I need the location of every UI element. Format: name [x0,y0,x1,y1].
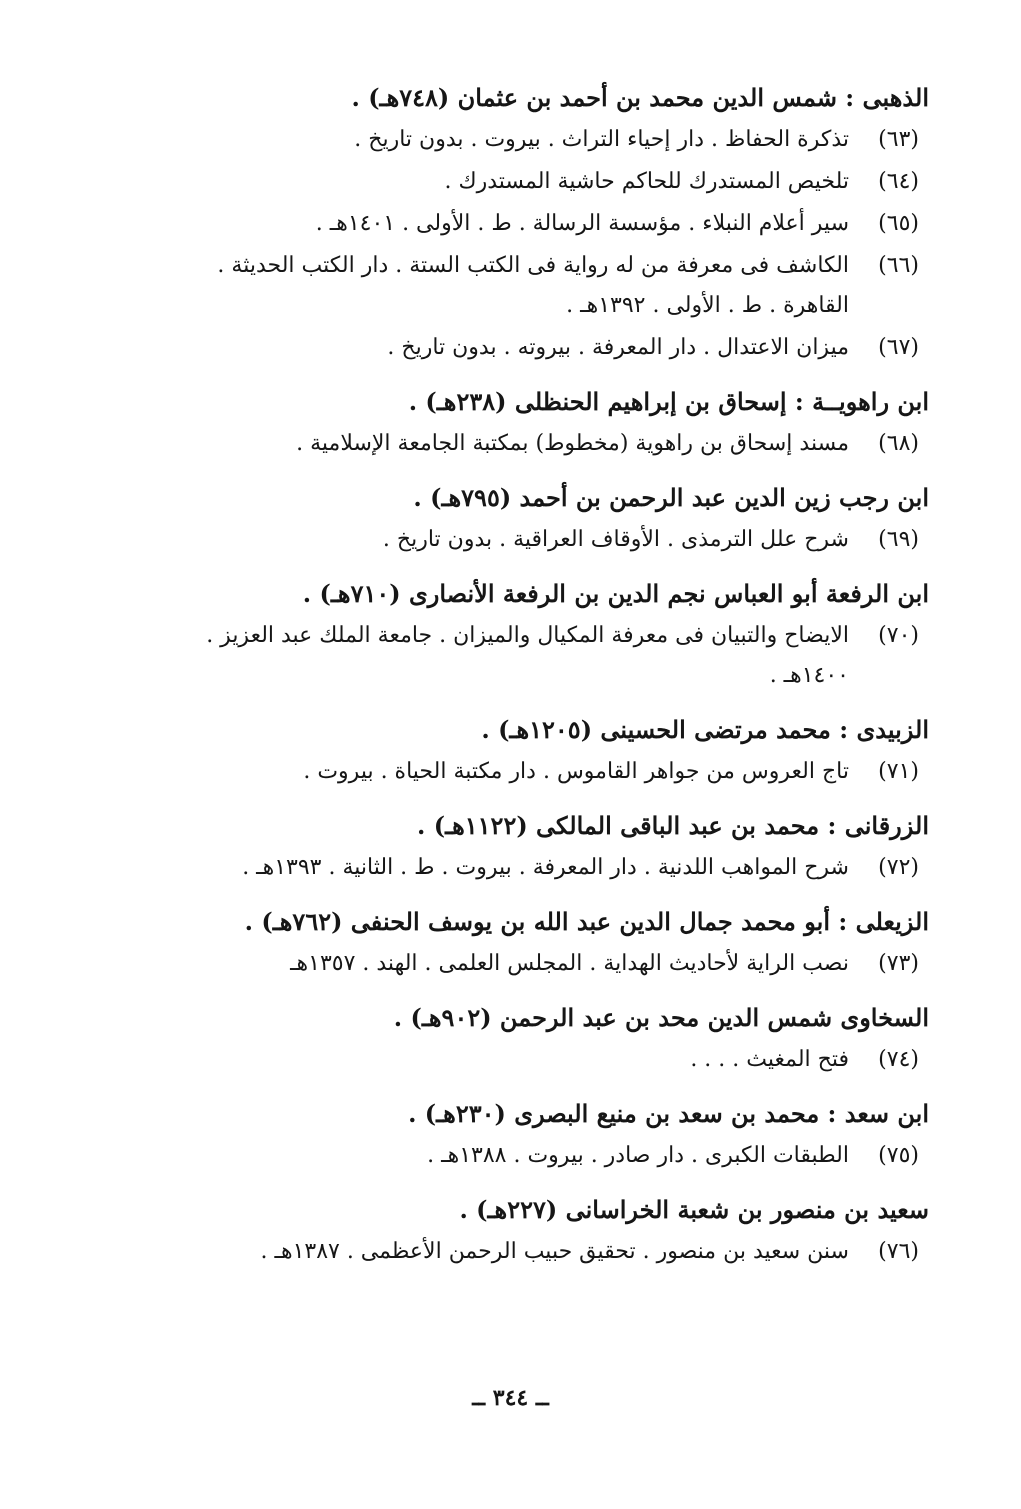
entry-number: (٦٥) [878,211,919,236]
entry-number: (٧٠) [878,623,919,648]
entry-text [79,120,849,160]
entry-text [79,1040,849,1080]
author-heading: ابن رجب زين الدين عبد الرحمن بن أحمد (٧٩٥هـ) . [413,483,929,512]
page-number: ــ ٣٤٤ ــ [472,1385,549,1411]
entry-text [79,1232,849,1272]
bibliography-entry [79,520,929,560]
entry-line: فتح المغيث . . . . [690,1047,849,1072]
entry-line: مسند إسحاق بن راهوية (مخطوط) بمكتبة الجامعة الإسلامية . [296,431,849,456]
entry-line: نصب الراية لأحاديث الهداية . المجلس العلمى . الهند . ١٣٥٧هـ [290,951,849,976]
entry-number: (٦٣) [878,127,919,152]
bibliography-entry [79,162,929,202]
entry-text [79,520,849,560]
entry-text [79,204,849,244]
entry-text [79,246,849,326]
entry-line: القاهرة . ط . الأولى . ١٣٩٢هـ . [566,293,849,318]
entry-number: (٦٩) [878,527,919,552]
entry-line: شرح علل الترمذى . الأوقاف العراقية . بدون تاريخ . [382,527,849,552]
bibliography-entry [79,1136,929,1176]
bibliography-page [79,78,929,1272]
bibliography-entry [79,944,929,984]
bibliography-entry [79,328,929,368]
author-heading: ابن الرفعة أبو العباس نجم الدين بن الرفعة الأنصارى (٧١٠هـ) . [302,579,929,608]
entry-line: شرح المواهب اللدنية . دار المعرفة . بيروت . ط . الثانية . ١٣٩٣هـ . [242,855,849,880]
entry-number: (٧٦) [878,1239,919,1264]
bibliography-entry [79,752,929,792]
author-heading: الزيعلى : أبو محمد جمال الدين عبد الله بن يوسف الحنفى (٧٦٢هـ) . [244,907,929,936]
bibliography-entry [79,848,929,888]
author-heading: ابن سعد : محمد بن سعد بن منيع البصرى (٢٣٠هـ) . [408,1099,929,1128]
author-heading: الذهبى : شمس الدين محمد بن أحمد بن عثمان (٧٤٨هـ) . [351,83,929,112]
entry-line: تاج العروس من جواهر القاموس . دار مكتبة الحياة . بيروت . [303,759,849,784]
entry-number: (٦٨) [878,431,919,456]
entry-line: الكاشف فى معرفة من له رواية فى الكتب الستة . دار الكتب الحديثة . [217,253,849,278]
author-heading: الزبيدى : محمد مرتضى الحسينى (١٢٠٥هـ) . [481,715,929,744]
bibliography-entry [79,1232,929,1272]
entry-text [79,162,849,202]
entry-number: (٧٣) [878,951,919,976]
entry-number: (٧١) [878,759,919,784]
entry-text [79,616,849,696]
bibliography-entry [79,204,929,244]
entry-line: الطبقات الكبرى . دار صادر . بيروت . ١٣٨٨هـ . [427,1143,849,1168]
entry-text [79,944,849,984]
author-heading: ابن راهويــة : إسحاق بن إبراهيم الحنظلى (٢٣٨هـ) . [408,387,929,416]
entry-line: سير أعلام النبلاء . مؤسسة الرسالة . ط . الأولى . ١٤٠١هـ . [315,211,849,236]
entry-number: (٦٤) [878,169,919,194]
entry-number: (٧٥) [878,1143,919,1168]
entry-text [79,424,849,464]
entry-number: (٦٧) [878,335,919,360]
entry-number: (٦٦) [878,253,919,278]
entry-line: الايضاح والتبيان فى معرفة المكيال والميزان . جامعة الملك عبد العزيز . [206,623,849,648]
bibliography-entry [79,120,929,160]
author-heading: الزرقانى : محمد بن عبد الباقى المالكى (١١٢٢هـ) . [417,811,929,840]
entry-line: تلخيص المستدرك للحاكم حاشية المستدرك . [444,169,849,194]
entry-line: سنن سعيد بن منصور . تحقيق حبيب الرحمن الأعظمى . ١٣٨٧هـ . [260,1239,849,1264]
entry-text [79,752,849,792]
bibliography-entry [79,246,929,326]
entry-line: تذكرة الحفاظ . دار إحياء التراث . بيروت . بدون تاريخ . [354,127,849,152]
entry-text [79,328,849,368]
entry-number: (٧٢) [878,855,919,880]
bibliography-entry [79,1040,929,1080]
entry-text [79,848,849,888]
entry-line: ١٤٠٠هـ . [769,663,849,688]
author-heading: السخاوى شمس الدين محد بن عبد الرحمن (٩٠٢هـ) . [393,1003,929,1032]
entry-text [79,1136,849,1176]
entry-number: (٧٤) [878,1047,919,1072]
bibliography-entry [79,424,929,464]
author-heading: سعيد بن منصور بن شعبة الخراسانى (٢٢٧هـ) . [459,1195,929,1224]
bibliography-entry [79,616,929,696]
entry-line: ميزان الاعتدال . دار المعرفة . بيروته . بدون تاريخ . [387,335,849,360]
